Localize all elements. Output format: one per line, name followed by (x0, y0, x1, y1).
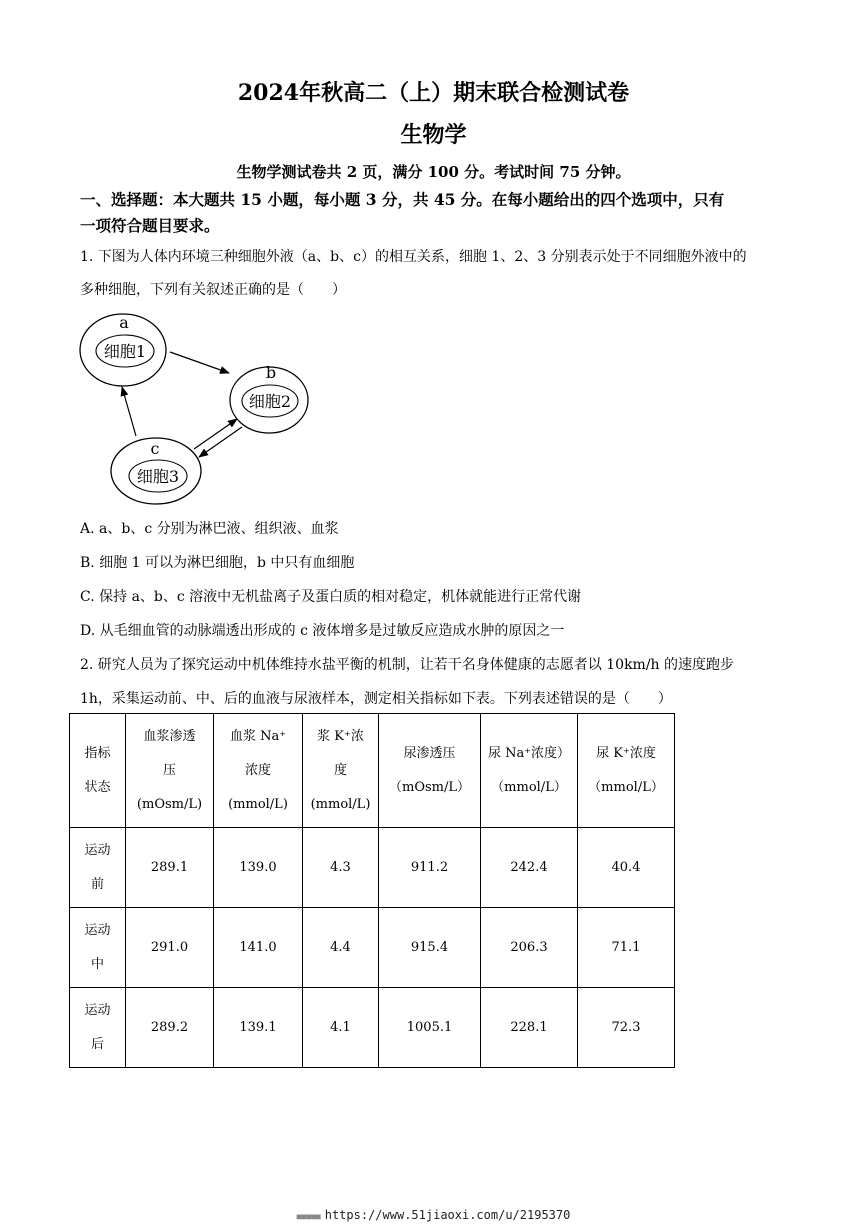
table-header-row (70, 714, 675, 828)
body-fluid-diagram (70, 305, 310, 505)
arrow-a-to-b (170, 352, 229, 373)
arrow-c-to-b (194, 419, 237, 449)
footer-url[interactable]: https://www.51jiaoxi.com/u/2195370 (324, 1208, 571, 1222)
table-cell: 139.0 (214, 828, 303, 908)
table-cell: 291.0 (126, 908, 214, 988)
fluid-b-label: b (265, 363, 277, 382)
table-cell: 911.2 (379, 828, 481, 908)
q1-option-d: D. 从毛细血管的动脉端透出形成的 c 液体增多是过敏反应造成水肿的原因之一 (80, 623, 565, 639)
header-urine-na: 尿 Na⁺浓度） （mmol/L） (481, 714, 578, 828)
table-cell: 206.3 (481, 908, 578, 988)
table-cell: 4.4 (303, 908, 379, 988)
table-cell: 915.4 (379, 908, 481, 988)
table-corner-cell: 指标 状态 (70, 714, 126, 828)
arrow-b-to-c (199, 427, 242, 457)
data-table (69, 713, 675, 1068)
table-row (70, 908, 675, 988)
header-urine-osmolality: 尿渗透压 （mOsm/L） (379, 714, 481, 828)
table-cell: 139.1 (214, 988, 303, 1068)
q1-stem-line1: 1. 下图为人体内环境三种细胞外液（a、b、c）的相互关系，细胞 1、2、3 分别表示处于不同细胞外液中的 (80, 249, 747, 265)
cell3-label: 细胞3 (136, 467, 180, 486)
header-plasma-osmolality: 血浆渗透 压 (mOsm/L) (126, 714, 214, 828)
table-cell: 71.1 (578, 908, 675, 988)
section-heading-line2: 一项符合题目要求。 (80, 216, 220, 235)
table-cell: 289.1 (126, 828, 214, 908)
cell2-label: 细胞2 (248, 392, 292, 411)
table-row (70, 988, 675, 1068)
subject-title: 生物学 (400, 122, 467, 148)
q1-option-b: B. 细胞 1 可以为淋巴细胞，b 中只有血细胞 (80, 555, 355, 571)
exam-info: 生物学测试卷共 2 页，满分 100 分。考试时间 75 分钟。 (236, 163, 631, 181)
table-cell: 4.3 (303, 828, 379, 908)
row-state: 运动 后 (70, 988, 126, 1068)
table-cell: 228.1 (481, 988, 578, 1068)
header-plasma-k: 浆 K⁺浓 度 (mmol/L) (303, 714, 379, 828)
row-state: 运动 前 (70, 828, 126, 908)
cell1-label: 细胞1 (103, 342, 147, 361)
fluid-a-label: a (119, 313, 129, 332)
q2-stem-line2: 1h，采集运动前、中、后的血液与尿液样本，测定相关指标如下表。下列表述错误的是（ ） (80, 691, 672, 707)
q1-stem-line2: 多种细胞，下列有关叙述正确的是（ ） (80, 282, 346, 298)
q2-stem-line1: 2. 研究人员为了探究运动中机体维持水盐平衡的机制，让若干名身体健康的志愿者以 10km/h 的速度跑步 (80, 657, 735, 673)
header-plasma-na: 血浆 Na⁺ 浓度 (mmol/L) (214, 714, 303, 828)
table-cell: 72.3 (578, 988, 675, 1068)
footer (0, 1208, 867, 1222)
table-cell: 289.2 (126, 988, 214, 1068)
header-urine-k: 尿 K⁺浓度 （mmol/L） (578, 714, 675, 828)
fluid-c-label: c (150, 439, 160, 458)
table-row (70, 828, 675, 908)
q1-option-a: A. a、b、c 分别为淋巴液、组织液、血浆 (80, 521, 339, 537)
q1-option-c: C. 保持 a、b、c 溶液中无机盐离子及蛋白质的相对稳定，机体就能进行正常代谢 (80, 589, 582, 605)
table-cell: 4.1 (303, 988, 379, 1068)
arrow-c-to-a (122, 387, 136, 436)
footer-mark: ■■■■■ (296, 1212, 321, 1221)
page-title: 2024年秋高二（上）期末联合检测试卷 (237, 80, 630, 106)
row-state: 运动 中 (70, 908, 126, 988)
table-cell: 1005.1 (379, 988, 481, 1068)
table-cell: 141.0 (214, 908, 303, 988)
section-heading-line1: 一、选择题：本大题共 15 小题，每小题 3 分，共 45 分。在每小题给出的四个选项中，只有 (80, 190, 725, 209)
table-cell: 242.4 (481, 828, 578, 908)
table-cell: 40.4 (578, 828, 675, 908)
